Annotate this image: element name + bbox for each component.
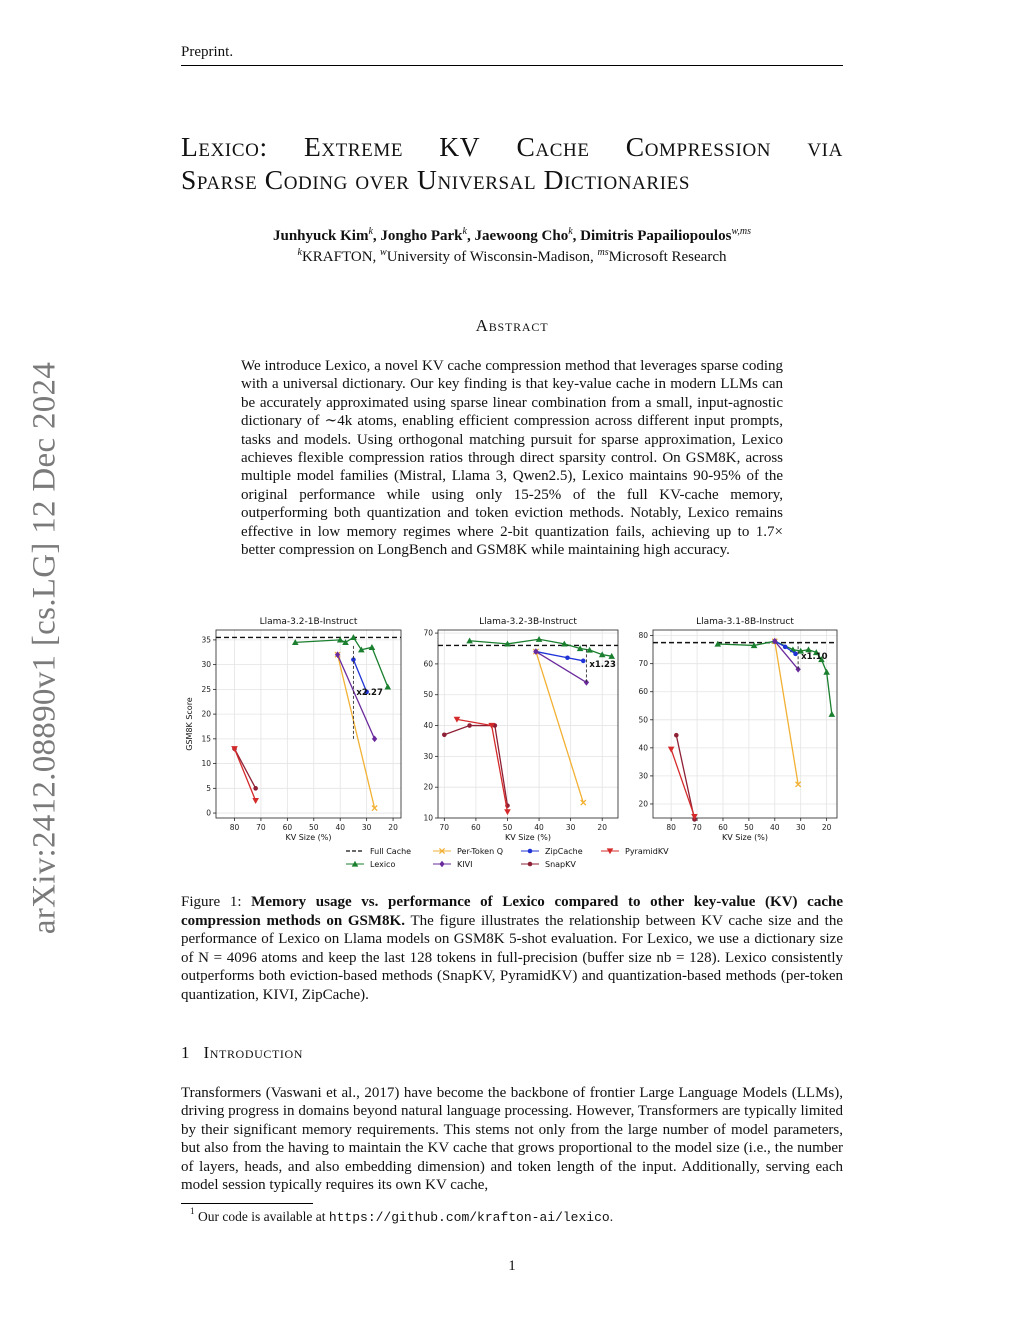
y-tick-label: 70 xyxy=(638,659,648,669)
page-number: 1 xyxy=(508,1258,516,1274)
y-tick-label: 60 xyxy=(423,659,433,669)
series-line xyxy=(338,655,375,808)
x-tick-label: 60 xyxy=(282,823,293,832)
title-word: KV xyxy=(439,131,481,162)
title-word: Compression xyxy=(625,131,772,162)
affil-sup: w xyxy=(380,247,387,258)
arxiv-stamp xyxy=(22,355,68,940)
running-head: Preprint. xyxy=(181,44,234,60)
x-tick-label: 50 xyxy=(309,823,319,832)
annotation-label: x2.27 xyxy=(356,687,383,698)
section-title: Introduction xyxy=(203,1043,304,1062)
title-word: Lexico: xyxy=(181,131,268,162)
title-word: Extreme xyxy=(303,131,404,162)
x-tick-label: 60 xyxy=(718,823,728,832)
abstract-heading: Abstract xyxy=(475,316,549,335)
y-tick-label: 20 xyxy=(201,709,211,719)
data-point xyxy=(372,736,377,743)
legend-label: ZipCache xyxy=(545,847,583,856)
x-tick-label: 60 xyxy=(471,823,481,832)
y-tick-label: 60 xyxy=(638,687,648,697)
series-line xyxy=(775,641,798,784)
footnote-text: Our code is available at xyxy=(198,1209,326,1224)
title-word: Cache xyxy=(516,131,590,162)
data-point xyxy=(783,645,788,650)
data-point xyxy=(253,786,258,791)
author-list: Junhyuck Kim$^k$, Jongho Park$^k$, Jaewoong Cho$^k$, Dimitris Papailiopoulos$^{w,ms}$ xyxy=(272,226,751,244)
legend-marker xyxy=(439,861,444,868)
data-point xyxy=(231,746,238,752)
y-tick-label: 70 xyxy=(423,628,433,638)
footnote-mark: 1 xyxy=(190,1206,195,1216)
x-tick-label: 80 xyxy=(666,823,676,832)
abstract-text: We introduce Lexico, a novel KV cache compression method that leverages sparse coding with a universal dictionary. Our key finding is that key-value cache in modern LLMs can be accurately approximated using sparse linear combination from a small, input-agnostic dictionary of ∼4k atoms, enabling efficient compression across different input prompts, tasks and models. Using orthogonal matching pursuit for sparse approximation, Lexico achieves flexible compression ratios through direct sparsity control. On GSM8K, across multiple model families (Mistral, Llama 3, Qwen2.5), Lexico maintains 90-95% of the original performance while using only 15-25% of the full KV-cache memory, outperforming both quantization and token eviction methods. Notably, Lexico remains effective in low memory regimes where 2-bit quantization fails, achieving up to 1.7× better compression on LongBench and GSM8K while maintaining high accuracy. xyxy=(241,358,783,559)
affiliations: $^k$KRAFTON, $^w$University of Wisconsin-Madison, $^{ms}$Microsoft Research xyxy=(297,247,727,265)
caption-bold: Memory usage vs. performance of Lexico compared to other key-value (KV) cache compression methods on GSM8K. xyxy=(181,894,843,929)
x-tick-label: 50 xyxy=(502,823,513,832)
footnote-end: . xyxy=(609,1209,614,1224)
affiliation: Microsoft Research xyxy=(608,249,727,265)
affiliation: University of Wisconsin-Madison xyxy=(386,249,590,265)
x-tick-label: 40 xyxy=(534,823,544,832)
plot-frame xyxy=(438,630,618,818)
chart-title: Llama-3.2-3B-Instruct xyxy=(479,617,577,627)
y-tick-label: 10 xyxy=(423,813,433,823)
legend-label: SnapKV xyxy=(545,860,576,869)
author-name: Dimitris Papailiopoulos xyxy=(580,228,732,244)
legend-marker xyxy=(528,862,533,867)
caption-text: The figure illustrates the relationship between KV cache size and the performance of Lexico on Llama models on GSM8K 5-shot evaluation. For Lexico, we use a dictionary size of N = 4096 atoms and keep the last 128 tokens in full-precision (buffer size nb = 128). Lexico consistently outperforms both eviction-based methods (SnapKV, PyramidKV) and quantization-based methods (per-token quantization, KIVI, ZipCache). xyxy=(181,912,844,1003)
header-rule xyxy=(181,65,843,66)
data-point xyxy=(581,659,586,664)
x-tick-label: 30 xyxy=(795,823,806,832)
y-tick-label: 50 xyxy=(638,715,648,725)
annotation-label: x1.23 xyxy=(589,659,616,670)
footnote-rule xyxy=(181,1203,313,1204)
author-sup: k xyxy=(568,226,573,237)
data-point xyxy=(536,636,543,642)
x-tick-label: 70 xyxy=(256,823,266,832)
section-heading xyxy=(181,1043,303,1063)
y-tick-label: 40 xyxy=(638,743,648,753)
author-name: Jaewoong Cho xyxy=(474,228,569,244)
y-tick-label: 30 xyxy=(638,771,648,781)
data-point xyxy=(565,655,570,660)
y-tick-label: 25 xyxy=(201,684,211,694)
annotation-label: x1.10 xyxy=(801,651,828,662)
chart-title: Llama-3.1-8B-Instruct xyxy=(696,617,794,627)
paper-title xyxy=(181,130,843,196)
x-axis-label: KV Size (%) xyxy=(504,833,552,842)
affil-sup: ms xyxy=(597,247,609,258)
x-tick-label: 40 xyxy=(770,823,780,832)
chart-title: Llama-3.2-1B-Instruct xyxy=(259,617,358,627)
title-word: via xyxy=(807,131,843,162)
data-point xyxy=(829,711,836,717)
author-name: Jongho Park xyxy=(380,228,463,244)
y-tick-label: 20 xyxy=(638,799,648,809)
y-tick-label: 5 xyxy=(206,783,211,793)
legend-label: PyramidKV xyxy=(625,847,669,856)
author-sup: k xyxy=(462,226,467,237)
data-point xyxy=(442,732,447,737)
author-sup: w,ms xyxy=(731,226,751,237)
figure-1 xyxy=(181,608,843,880)
y-tick-label: 80 xyxy=(638,631,648,641)
x-tick-label: 30 xyxy=(565,823,576,832)
author-sup: k xyxy=(368,226,373,237)
data-point xyxy=(793,652,798,657)
plot-frame xyxy=(216,630,401,818)
series-line xyxy=(235,749,256,801)
data-point xyxy=(823,669,830,675)
legend-label: Per-Token Q xyxy=(457,847,503,856)
data-point xyxy=(252,798,259,804)
series-line xyxy=(671,749,694,816)
affil-sup: k xyxy=(297,247,302,258)
y-axis-label: GSM8K Score xyxy=(185,697,194,751)
arxiv-id: arXiv:2412.08890v1 [cs.LG] 12 Dec 2024 xyxy=(26,361,63,934)
x-tick-label: 20 xyxy=(821,823,832,832)
code-link[interactable]: https://github.com/krafton-ai/lexico xyxy=(328,1210,610,1225)
x-tick-label: 20 xyxy=(388,823,398,832)
series-line xyxy=(235,749,256,789)
legend-label: Lexico xyxy=(370,860,396,869)
author-name: Junhyuck Kim xyxy=(272,228,369,244)
figure-caption xyxy=(181,893,843,1004)
data-point xyxy=(384,684,391,690)
legend-label: Full Cache xyxy=(370,847,412,856)
legend-label: KIVI xyxy=(457,860,473,869)
x-tick-label: 70 xyxy=(439,823,450,832)
y-tick-label: 40 xyxy=(423,721,433,731)
affiliation: KRAFTON xyxy=(301,249,373,265)
x-tick-label: 80 xyxy=(229,823,240,832)
section-number: 1 xyxy=(181,1043,190,1062)
introduction-text: Transformers (Vaswani et al., 2017) have become the backbone of frontier Large Language Models (LLMs), driving progress in domains beyond natural language processing. However, Transformers are typically limited by their significant memory requirements. This stems not only from the large number of model parameters, but also from the having to maintain the KV cache that grows proportional to the model size (i.e., the number of layers, heads, and also embedding dimension) and token length of the input. Additionally, serving each model session typically requires its own KV cache, xyxy=(181,1085,843,1194)
x-tick-label: 20 xyxy=(597,823,607,832)
x-tick-label: 30 xyxy=(361,823,372,832)
x-axis-label: KV Size (%) xyxy=(721,833,769,842)
y-tick-label: 30 xyxy=(423,751,433,761)
y-tick-label: 20 xyxy=(423,782,433,792)
data-point xyxy=(674,733,679,738)
series-line xyxy=(457,719,508,811)
footnote xyxy=(190,1206,614,1225)
data-point xyxy=(467,723,472,728)
series-line xyxy=(536,652,583,803)
x-tick-label: 40 xyxy=(335,823,345,832)
caption-label: Figure 1: xyxy=(181,894,242,910)
y-tick-label: 30 xyxy=(201,660,211,670)
y-tick-label: 35 xyxy=(201,635,211,645)
legend-marker xyxy=(528,849,533,854)
y-tick-label: 50 xyxy=(423,690,433,700)
y-tick-label: 0 xyxy=(206,808,211,818)
title-line-2: Sparse Coding over Universal Dictionaries xyxy=(181,164,690,195)
data-point xyxy=(668,747,675,753)
y-tick-label: 15 xyxy=(201,734,211,744)
y-tick-label: 10 xyxy=(201,759,211,769)
x-tick-label: 50 xyxy=(744,823,754,832)
data-point xyxy=(504,809,511,815)
x-tick-label: 70 xyxy=(692,823,702,832)
x-axis-label: KV Size (%) xyxy=(285,833,332,842)
data-point xyxy=(369,644,376,650)
